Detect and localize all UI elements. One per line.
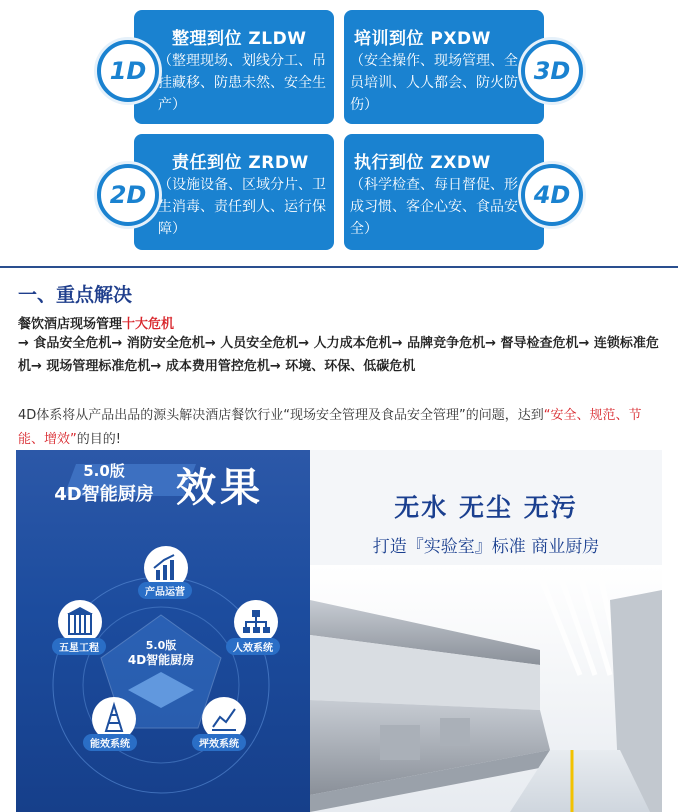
version-line-2: 4D智能厨房 (54, 484, 154, 505)
node-label-energy: 能效系统 (83, 734, 137, 751)
banner-right-subtitle: 打造『实验室』标准 商业厨房 (372, 537, 600, 557)
card-4d-title: 执行到位 ZXDW (354, 153, 491, 173)
subheading-highlight: 十大危机 (122, 317, 175, 332)
section-heading: 一、重点解决 (18, 284, 133, 306)
effect-title: 效果 (176, 465, 264, 511)
center-title: 4D智能厨房 (127, 653, 195, 667)
badge-1d: 1D (97, 40, 159, 102)
node-label-hr: 人效系统 (226, 638, 280, 655)
card-1d-title: 整理到位 ZLDW (172, 29, 307, 49)
section-subheading (18, 313, 174, 332)
card-1d-desc: （整理现场、划线分工、吊挂藏移、防患未然、安全生产） (158, 53, 326, 113)
card-4d-desc: （科学检查、每日督促、形成习惯、客企心安、食品安全） (350, 177, 518, 237)
card-3d-desc: （安全操作、现场管理、全员培训、人人都会、防火防伤） (350, 53, 518, 113)
card-2d-title: 责任到位 ZRDW (172, 153, 309, 173)
card-2d (134, 134, 334, 250)
card-3d-title: 培训到位 PXDW (354, 29, 491, 49)
version-badge (34, 460, 194, 506)
badge-2d: 2D (97, 164, 159, 226)
badge-4d: 4D (521, 164, 583, 226)
intro-paragraph (18, 404, 662, 452)
card-2d-desc: （设施设备、区域分片、卫生消毒、责任到人、运行保障） (158, 177, 326, 237)
badge-3d: 3D (521, 40, 583, 102)
subheading-prefix: 餐饮酒店现场管理 (18, 317, 123, 332)
node-label-floor: 坪效系统 (192, 734, 246, 751)
card-4d (344, 134, 544, 250)
card-1d (134, 10, 334, 124)
version-line-1: 5.0版 (83, 462, 125, 480)
crisis-chain: → 食品安全危机→ 消防安全危机→ 人员安全危机→ 人力成本危机→ 品牌竞争危机→ 督导检查危机→ 连锁标准危机→ 现场管理标准危机→ 成本费用管控危机→ 环境、环保、低碳危机 (18, 336, 659, 374)
card-3d (344, 10, 544, 124)
section-divider (0, 266, 678, 268)
banner-kitchen (310, 450, 662, 812)
banner-effect-diagram (16, 450, 310, 812)
node-label-five-star: 五星工程 (52, 638, 106, 655)
center-version: 5.0版 (145, 639, 177, 652)
banner-right-title: 无水 无尘 无污 (394, 493, 578, 522)
para-prefix: 4D体系将从产品出品的源头解决酒店餐饮行业“现场安全管理及食品安全管理”的问题，达到 (18, 408, 544, 423)
four-d-section (0, 0, 678, 266)
para-highlight: “安全、规范、节能、增效” (18, 408, 642, 447)
para-suffix: 的目的! (76, 432, 121, 447)
node-label-product: 产品运营 (138, 582, 192, 599)
